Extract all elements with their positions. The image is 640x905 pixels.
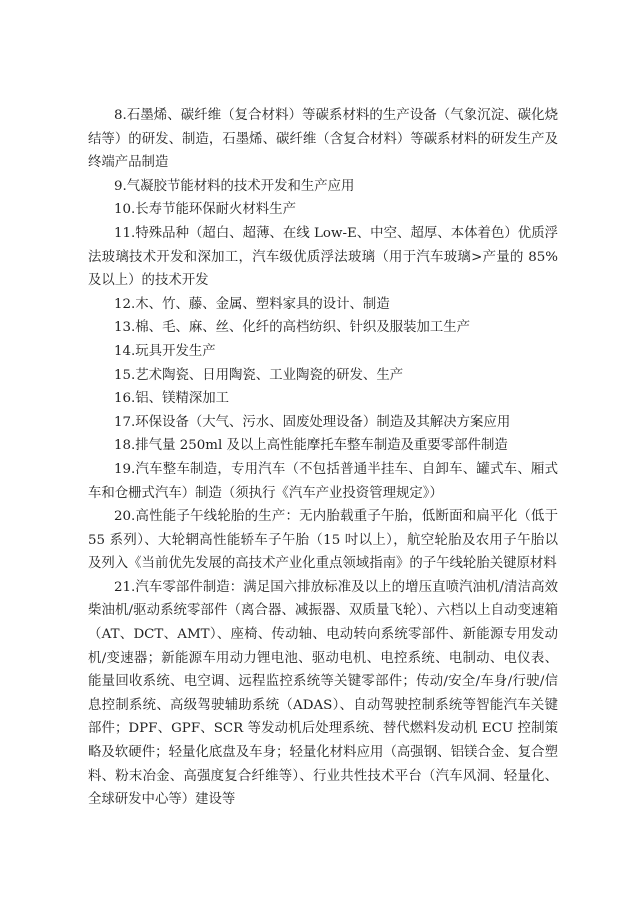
item-14: 14.玩具开发生产	[114, 343, 216, 359]
item-17: 17.环保设备（大气、污水、固废处理设备）制造及其解决方案应用	[114, 414, 511, 430]
item-10: 10.长寿节能环保耐火材料生产	[114, 202, 296, 218]
item-12: 12.木、竹、藤、金属、塑料家具的设计、制造	[114, 296, 390, 312]
item-19: 19.汽车整车制造，专用汽车（不包括普通半挂车、自卸车、罐式车、厢式车和仓栅式汽车）制造（须执行《汽车产业投资管理规定》）	[88, 461, 558, 501]
item-21: 21.汽车零部件制造：满足国六排放标准及以上的增压直喷汽油机/清洁高效柴油机/驱动系统零部件（离合器、减振器、双质量飞轮）、六档以上自动变速箱（AT、DCT、AMT）、座椅、传动轴、电动转向系统零部件、新能源专用发动机/变速器；新能源车用动力锂电池、驱动电机、电控系统、电制动、电仪表、能量回收系统、电空调、远程监控系统等关键零部件；传动/安全/车身/行驶/信息控制系统、高级驾驶辅助系统（ADAS）、自动驾驶控制系统等智能汽车关键部件；DPF、GPF、SCR 等发动机后处理系统、替代燃料发动机 ECU 控制策略及软硬件；轻量化底盘及车身；轻量化材料应用（高强钢、铝镁合金、复合塑料、粉末冶金、高强度复合纤维等）、行业共性技术平台（汽车风洞、轻量化、全球研发中心等）建设等	[88, 579, 558, 808]
item-20: 20.高性能子午线轮胎的生产：无内胎载重子午胎，低断面和扁平化（低于 55 系列）、大轮辋高性能轿车子午胎（15 吋以上），航空轮胎及农用子午胎以及列入《当前优先发展的高技术产业化重点领域指南》的子午线轮胎关键原材料	[88, 509, 558, 572]
item-11: 11.特殊品种（超白、超薄、在线 Low-E、中空、超厚、本体着色）优质浮法玻璃技术开发和深加工，汽车级优质浮法玻璃（用于汽车玻璃>产量的 85%及以上）的技术开发	[88, 225, 558, 289]
item-13: 13.棉、毛、麻、丝、化纤的高档纺织、针织及服装加工生产	[114, 320, 471, 336]
item-15: 15.艺术陶瓷、日用陶瓷、工业陶瓷的研发、生产	[114, 367, 404, 383]
item-8: 8.石墨烯、碳纤维（复合材料）等碳系材料的生产设备（气象沉淀、碳化烧结等）的研发、制造，石墨烯、碳纤维（含复合材料）等碳系材料的研发生产及终端产品制造	[88, 108, 558, 171]
document-body	[88, 104, 558, 812]
item-18: 18.排气量 250ml 及以上高性能摩托车整车制造及重要零部件制造	[114, 438, 508, 454]
item-9: 9.气凝胶节能材料的技术开发和生产应用	[114, 178, 355, 194]
item-16: 16.铝、镁精深加工	[114, 391, 230, 407]
